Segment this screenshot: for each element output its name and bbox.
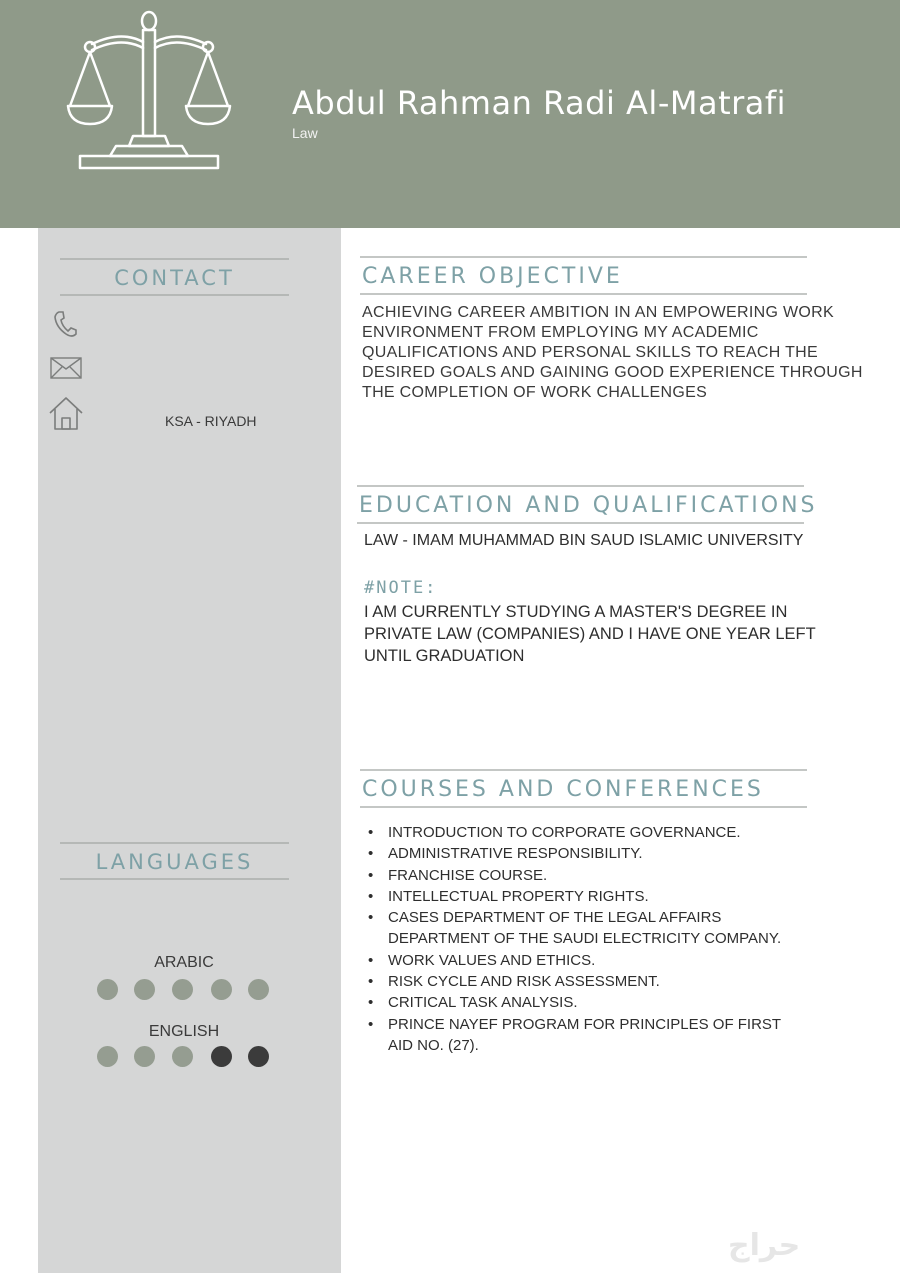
rating-dot [211, 1046, 232, 1067]
career-objective-text: ACHIEVING CAREER AMBITION IN AN EMPOWERING WORK ENVIRONMENT FROM EMPLOYING MY ACADEMIC QUALIFICATIONS AND PERSONAL SKILLS TO REACH THE DESIRED GOALS AND GAINING GOOD EXPERIENCE THROUGH THE COMPLETION OF WORK CHALLENGES [362, 304, 863, 401]
list-item: • INTRODUCTION TO CORPORATE GOVERNANCE. [366, 822, 786, 843]
rating-dot [97, 979, 118, 1000]
rating-dot [134, 979, 155, 1000]
note-label: #NOTE: [364, 578, 438, 598]
person-field: Law [292, 125, 318, 141]
courses-heading: COURSES AND CONFERENCES [360, 769, 807, 808]
list-item: • CASES DEPARTMENT OF THE LEGAL AFFAIRS DEPARTMENT OF THE SAUDI ELECTRICITY COMPANY. [366, 907, 786, 950]
list-item: • RISK CYCLE AND RISK ASSESSMENT. [366, 971, 786, 992]
list-item: • INTELLECTUAL PROPERTY RIGHTS. [366, 886, 786, 907]
header-banner [0, 0, 900, 228]
contact-heading: CONTACT [60, 258, 289, 296]
person-name: Abdul Rahman Radi Al-Matrafi [292, 84, 787, 122]
rating-dot [172, 1046, 193, 1067]
languages-heading: LANGUAGES [60, 842, 289, 880]
sidebar [38, 228, 341, 1273]
language-arabic-label: ARABIC [154, 954, 214, 971]
scales-of-justice-icon [66, 8, 232, 174]
list-item: • PRINCE NAYEF PROGRAM FOR PRINCIPLES OF FIRST AID NO. (27). [366, 1014, 786, 1057]
phone-icon [52, 309, 78, 339]
house-icon [48, 395, 84, 431]
list-item: • WORK VALUES AND ETHICS. [366, 950, 786, 971]
list-item: • ADMINISTRATIVE RESPONSIBILITY. [366, 843, 786, 864]
list-item: • CRITICAL TASK ANALYSIS. [366, 992, 786, 1013]
rating-dot [97, 1046, 118, 1067]
career-objective-heading: CAREER OBJECTIVE [360, 256, 807, 295]
rating-dot [172, 979, 193, 1000]
courses-list [366, 822, 786, 1056]
education-heading: EDUCATION AND QUALIFICATIONS [357, 485, 804, 524]
language-english-label: ENGLISH [148, 1023, 220, 1040]
list-item: • FRANCHISE COURSE. [366, 865, 786, 886]
education-degree: LAW - IMAM MUHAMMAD BIN SAUD ISLAMIC UNIVERSITY [364, 532, 804, 549]
rating-dot [248, 979, 269, 1000]
rating-dot [134, 1046, 155, 1067]
envelope-icon [50, 357, 82, 379]
watermark: حراج [728, 1229, 801, 1262]
rating-dot [248, 1046, 269, 1067]
rating-dot [211, 979, 232, 1000]
contact-location: KSA - RIYADH [165, 413, 257, 429]
note-text: I AM CURRENTLY STUDYING A MASTER'S DEGREE IN PRIVATE LAW (COMPANIES) AND I HAVE ONE YEAR LEFT UNTIL GRADUATION [364, 603, 816, 665]
